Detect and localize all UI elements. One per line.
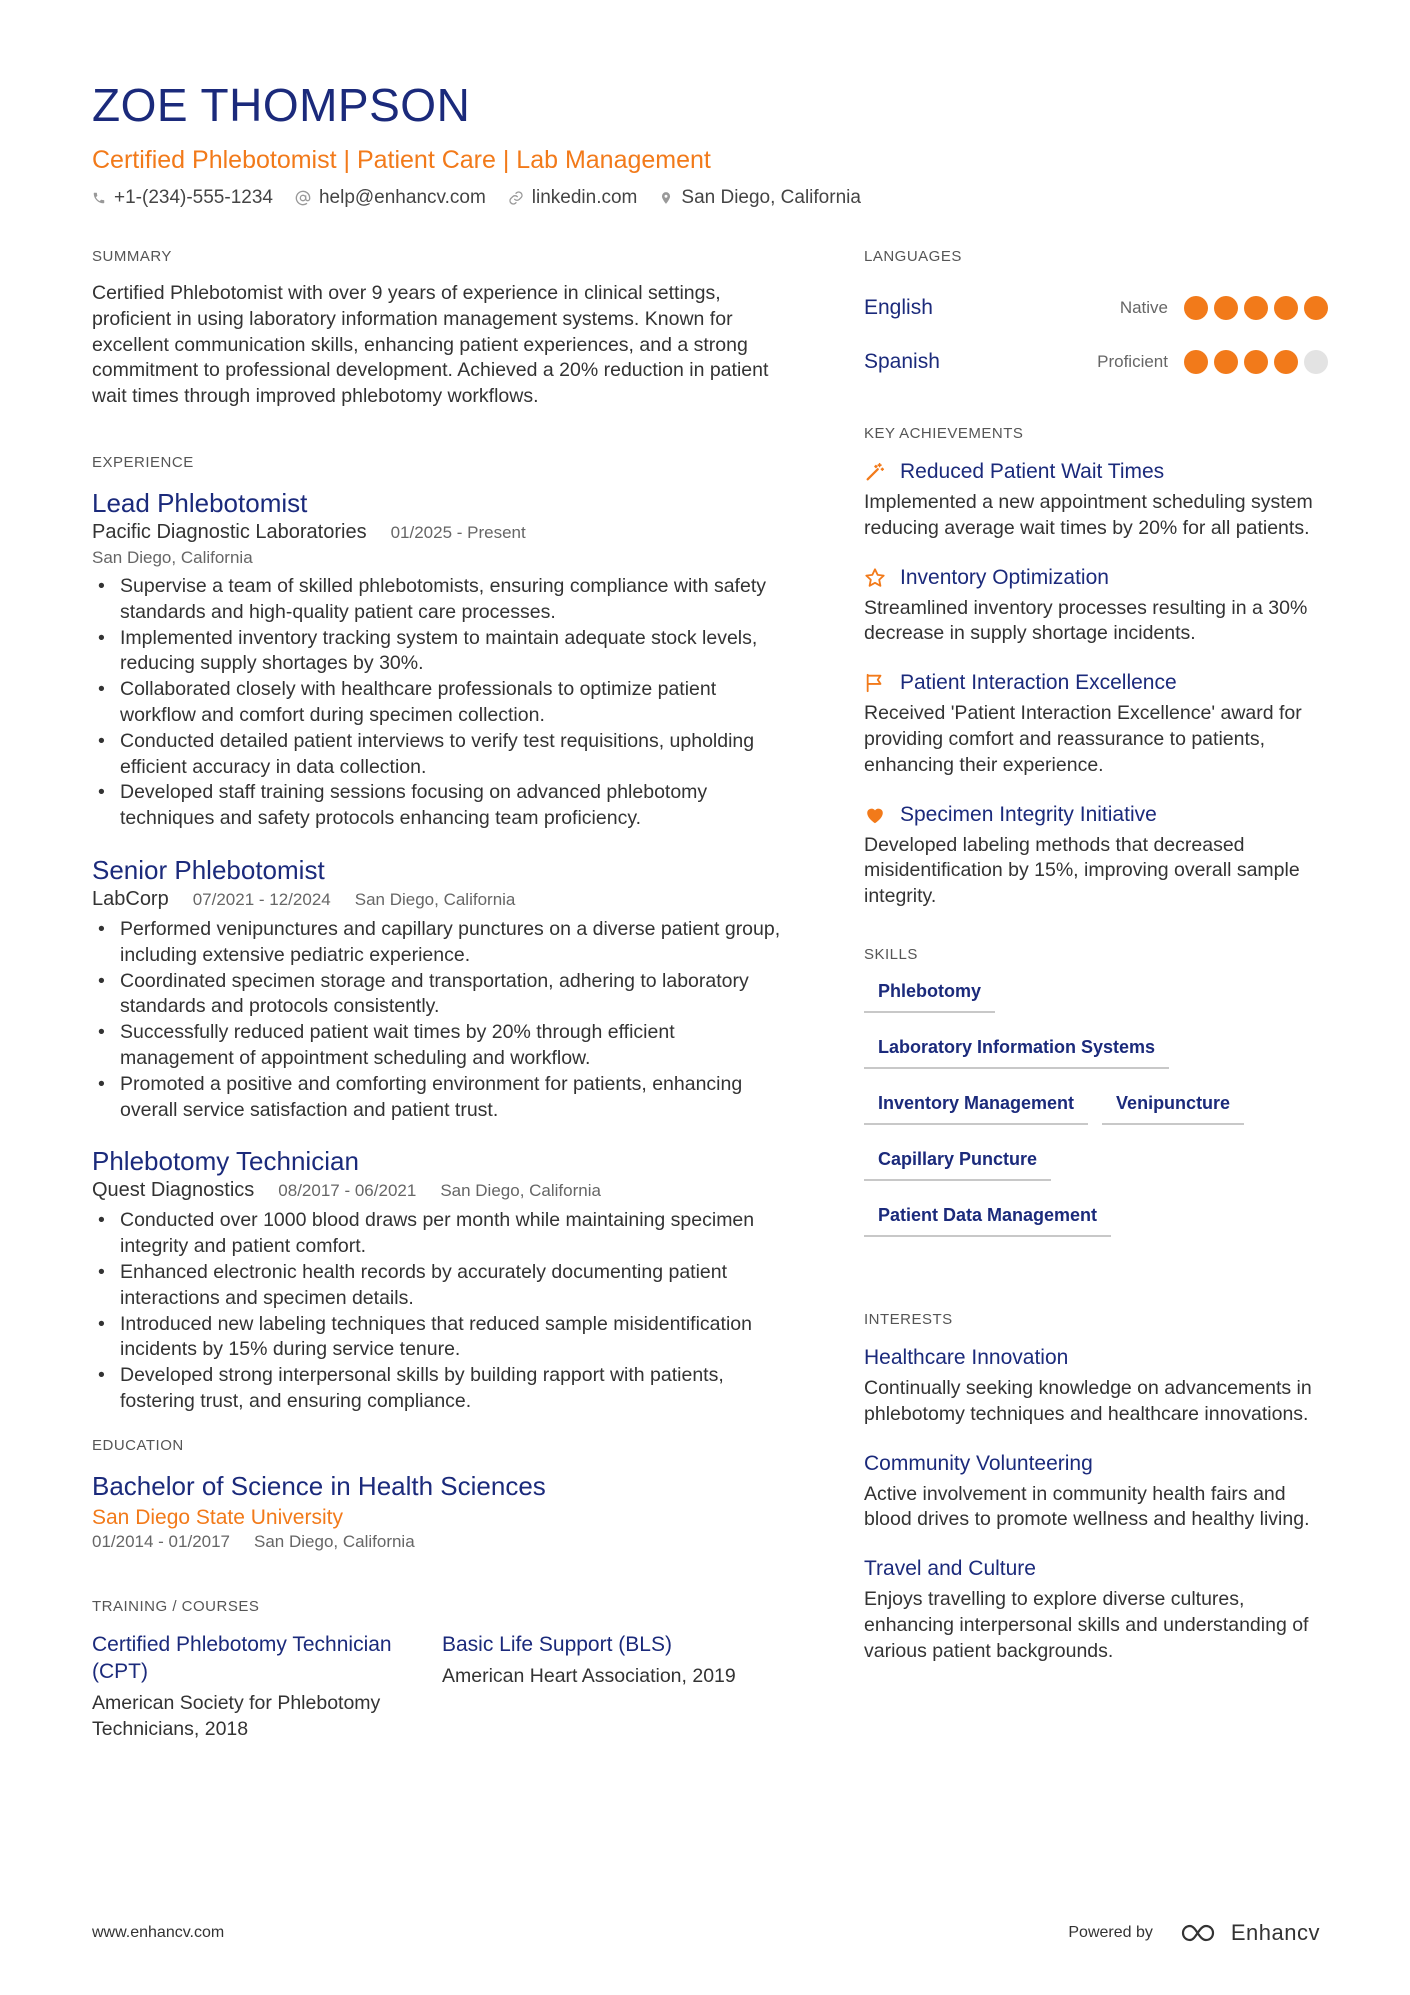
contact-bar (92, 187, 1332, 209)
footer-url[interactable]: www.enhancv.com (92, 1924, 225, 1941)
achievements-section (864, 425, 1334, 910)
interest-title: Healthcare Innovation (864, 1345, 1069, 1369)
language-name: Spanish (864, 350, 940, 373)
job-dates: 01/2025 - Present (390, 522, 526, 542)
skill-tag: Inventory Management (864, 1091, 1088, 1125)
interest-desc: Enjoys travelling to explore diverse cultures, enhancing interpersonal skills and understanding of various patient backgrounds. (864, 1588, 1309, 1662)
page-footer (92, 1920, 1320, 1946)
job-title: Senior Phlebotomist (92, 854, 325, 885)
language-level: Native (1119, 298, 1168, 317)
job-dates: 07/2021 - 12/2024 (192, 889, 331, 909)
interest-title: Community Volunteering (864, 1451, 1093, 1475)
language-row (864, 335, 1334, 389)
job-dates: 08/2017 - 06/2021 (278, 1181, 417, 1201)
heart-icon (864, 804, 886, 826)
section-title: INTERESTS (864, 1310, 953, 1328)
achievement-title: Specimen Integrity Initiative (900, 802, 1157, 826)
interest-entry (864, 1450, 1334, 1534)
degree-title: Bachelor of Science in Health Sciences (92, 1470, 546, 1501)
bullet-item: • Coordinated specimen storage and transportation, adhering to laboratory standards and protocols consistently. (92, 969, 792, 1021)
proficiency-dots (1184, 296, 1334, 320)
course-name: Certified Phlebotomy Technician (CPT) (92, 1632, 392, 1683)
candidate-name: ZOE THOMPSON (92, 79, 471, 131)
language-name: English (864, 296, 933, 319)
experience-section (92, 454, 792, 1415)
resume-header (92, 80, 1332, 209)
summary-section (92, 248, 792, 410)
company-name: Quest Diagnostics (92, 1179, 255, 1202)
email-text: help@enhancv.com (318, 186, 486, 208)
footer-brand-area (1068, 1920, 1320, 1946)
course-org: American Society for Phlebotomy Technicians, 2018 (92, 1691, 381, 1740)
job-location: San Diego, California (92, 547, 253, 567)
flag-icon (864, 672, 886, 694)
job-bullets (92, 917, 792, 1123)
bullet-item: • Implemented inventory tracking system to maintain adequate stock levels, reducing supply shortages by 30%. (92, 626, 792, 678)
phone-icon (92, 191, 106, 205)
bullet-item: • Supervise a team of skilled phlebotomists, ensuring compliance with safety standards and high-quality patient care processes. (92, 574, 792, 626)
achievement-desc: Developed labeling methods that decreased misidentification by 15%, improving overall sample integrity. (864, 833, 1300, 908)
achievement-entry (864, 801, 1334, 910)
education-section (92, 1437, 792, 1552)
proficiency-dots (1184, 350, 1334, 374)
skill-tag: Laboratory Information Systems (864, 1035, 1169, 1069)
section-title: TRAINING / COURSES (92, 1597, 260, 1615)
school-name: San Diego State University (92, 1505, 343, 1529)
location-pin-icon (659, 190, 673, 206)
achievement-title: Inventory Optimization (900, 565, 1109, 589)
bullet-item: • Collaborated closely with healthcare professionals to optimize patient workflow and comfort during specimen collection. (92, 677, 792, 729)
section-title: EXPERIENCE (92, 453, 194, 471)
training-section (92, 1598, 792, 1743)
achievement-entry (864, 564, 1334, 648)
course-list (92, 1631, 792, 1743)
achievement-desc: Implemented a new appointment scheduling system reducing average wait times by 20% for all patients. (864, 491, 1313, 539)
candidate-subtitle: Certified Phlebotomist | Patient Care | Lab Management (92, 145, 711, 174)
achievement-desc: Streamlined inventory processes resulting in a 30% decrease in supply shortage incidents. (864, 596, 1308, 645)
summary-text: Certified Phlebotomist with over 9 years of experience in clinical settings, proficient in using laboratory information management systems. Known for excellent communication skills, enhancing patient experiences, and a strong commitment to professional development. Achieved a 20% reduction in patient wait times through improved phlebotomy workflows. (92, 282, 769, 408)
job-meta (92, 888, 792, 911)
interest-entry (864, 1555, 1334, 1664)
skill-tag: Patient Data Management (864, 1203, 1111, 1237)
education-meta (92, 1532, 792, 1552)
job-entry (92, 854, 792, 1123)
rating-dot-filled (1244, 350, 1268, 374)
phone-text: +1-(234)-555-1234 (114, 186, 273, 208)
interests-section (864, 1311, 1334, 1665)
skills-section (864, 946, 1334, 1259)
achievement-desc: Received 'Patient Interaction Excellence' award for providing comfort and reassurance to patients, enhancing their experience. (864, 702, 1302, 776)
bullet-item: • Developed strong interpersonal skills by building rapport with patients, fostering trust, and ensuring compliance. (92, 1363, 792, 1415)
achievement-header (864, 801, 1334, 829)
location-text: San Diego, California (681, 186, 861, 208)
course-org: American Heart Association, 2019 (442, 1664, 736, 1687)
education-location: San Diego, California (254, 1531, 415, 1551)
link-icon (508, 190, 524, 206)
achievement-header (864, 458, 1334, 486)
section-title: SKILLS (864, 945, 918, 963)
achievement-entry (864, 458, 1334, 542)
job-location: San Diego, California (354, 889, 516, 909)
job-meta (92, 521, 792, 544)
left-column (92, 248, 792, 1742)
section-title: EDUCATION (92, 1436, 184, 1454)
contact-location (659, 187, 861, 209)
languages-section (864, 248, 1334, 389)
contact-linkedin[interactable] (508, 187, 638, 209)
job-bullets (92, 1208, 792, 1414)
bullet-item: • Enhanced electronic health records by accurately documenting patient interactions and specimen details. (92, 1260, 792, 1312)
bullet-item: • Conducted detailed patient interviews to verify test requisitions, upholding efficient accuracy in data collection. (92, 729, 792, 781)
skill-tag: Venipuncture (1102, 1091, 1244, 1125)
enhancv-logo[interactable] (1179, 1920, 1320, 1946)
contact-email[interactable] (295, 187, 486, 209)
section-title: SUMMARY (92, 248, 172, 265)
bullet-item: • Conducted over 1000 blood draws per month while maintaining specimen integrity and patient comfort. (92, 1208, 792, 1260)
language-level: Proficient (1097, 352, 1168, 371)
magic-wand-icon (864, 461, 886, 483)
job-entry (92, 487, 792, 832)
rating-dot-filled (1214, 296, 1238, 320)
job-location: San Diego, California (440, 1181, 601, 1201)
skill-list (864, 979, 1334, 1259)
right-column (864, 248, 1334, 1687)
job-meta (92, 1179, 792, 1202)
job-title: Lead Phlebotomist (92, 487, 308, 518)
job-entry (92, 1145, 792, 1414)
course-entry (442, 1631, 792, 1743)
linkedin-text: linkedin.com (531, 186, 638, 208)
rating-dot-filled (1274, 350, 1298, 374)
at-icon (295, 190, 311, 206)
rating-dot-filled (1274, 296, 1298, 320)
bullet-item: • Developed staff training sessions focusing on advanced phlebotomy techniques and safety protocols enhancing team proficiency. (92, 780, 792, 832)
brand-name: Enhancv (1230, 1920, 1320, 1945)
bullet-item: • Promoted a positive and comforting environment for patients, enhancing overall service satisfaction and patient trust. (92, 1072, 792, 1124)
interest-entry (864, 1344, 1334, 1428)
rating-dot-filled (1304, 296, 1328, 320)
enhancv-logo-icon (1179, 1921, 1223, 1945)
rating-dot-filled (1184, 350, 1208, 374)
skill-tag: Phlebotomy (864, 979, 995, 1013)
company-name: Pacific Diagnostic Laboratories (92, 520, 367, 543)
job-title: Phlebotomy Technician (92, 1146, 359, 1177)
achievement-header (864, 564, 1334, 592)
section-title: LANGUAGES (864, 248, 962, 265)
bullet-item: • Successfully reduced patient wait times by 20% through efficient management of appointment scheduling and workflow. (92, 1020, 792, 1072)
interest-desc: Active involvement in community health fairs and blood drives to promote wellness and healthy living. (864, 1482, 1310, 1531)
powered-by-label: Powered by (1068, 1924, 1153, 1941)
achievement-header (864, 669, 1334, 697)
rating-dot-filled (1244, 296, 1268, 320)
education-dates: 01/2014 - 01/2017 (92, 1531, 231, 1551)
interest-title: Travel and Culture (864, 1557, 1036, 1581)
interest-desc: Continually seeking knowledge on advancements in phlebotomy techniques and healthcare innovations. (864, 1376, 1312, 1425)
job-bullets (92, 574, 792, 832)
section-title: KEY ACHIEVEMENTS (864, 425, 1024, 442)
company-name: LabCorp (92, 887, 169, 910)
achievement-entry (864, 669, 1334, 778)
course-entry (92, 1631, 442, 1743)
rating-dot-empty (1304, 350, 1328, 374)
rating-dot-filled (1184, 296, 1208, 320)
contact-phone (92, 187, 273, 209)
bullet-item: • Introduced new labeling techniques that reduced sample misidentification incidents by 15% during service tenure. (92, 1312, 792, 1364)
achievement-title: Patient Interaction Excellence (900, 671, 1177, 695)
language-row (864, 281, 1334, 335)
bullet-item: • Performed venipunctures and capillary punctures on a diverse patient group, including extensive pediatric experience. (92, 917, 792, 969)
skill-tag: Capillary Puncture (864, 1147, 1051, 1181)
star-icon (864, 567, 886, 589)
rating-dot-filled (1214, 350, 1238, 374)
course-name: Basic Life Support (BLS) (442, 1632, 672, 1656)
achievement-title: Reduced Patient Wait Times (900, 460, 1165, 483)
